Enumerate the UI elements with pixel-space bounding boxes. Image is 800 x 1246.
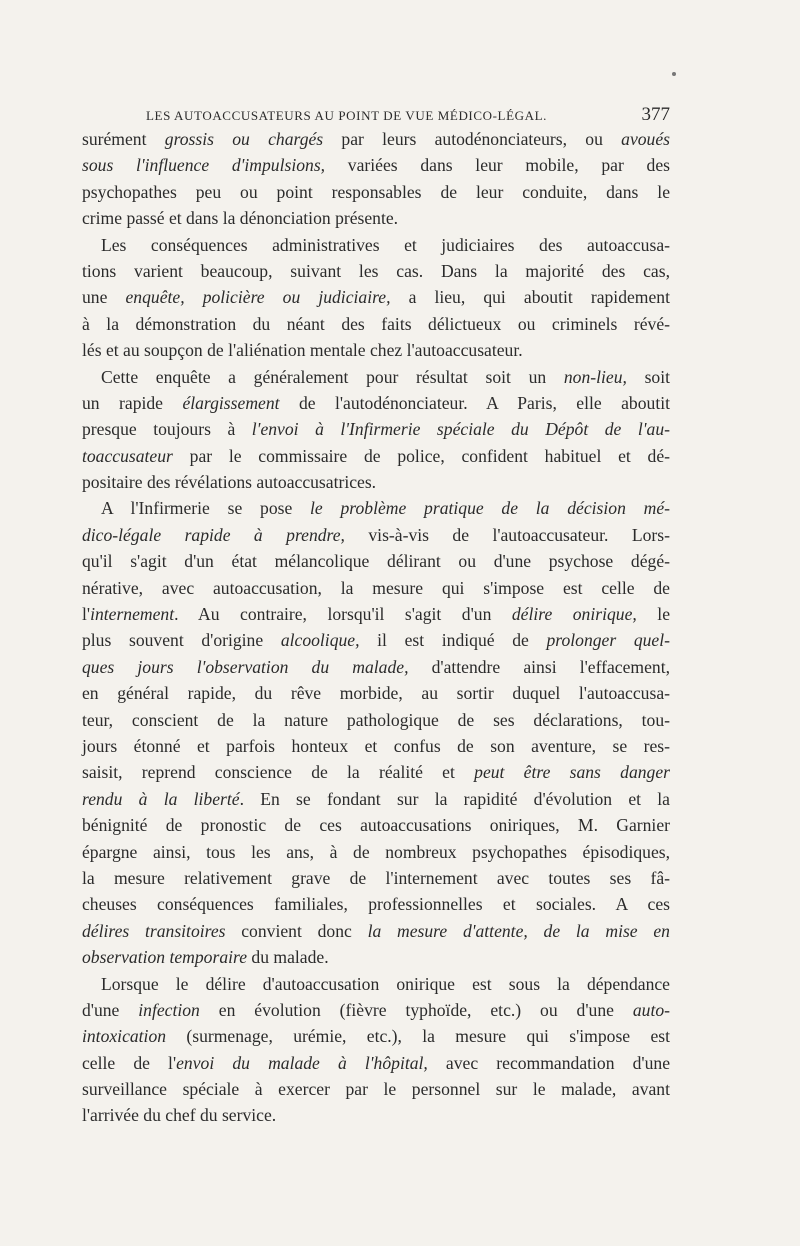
text-run: celle de l' (82, 1052, 177, 1073)
text-run: en général rapide, du rêve morbide, au sortir duquel l'autoaccusa- (82, 683, 670, 704)
text-run: jours étonné et parfois honteux et confus de son aventure, se res- (82, 735, 670, 756)
italic-phrase: la mesure d'attente, de la mise en (367, 920, 670, 941)
italic-phrase: grossis ou chargés (164, 129, 324, 149)
text-line (82, 522, 670, 548)
italic-phrase: observation temporaire (82, 947, 248, 968)
text-line (82, 944, 670, 970)
text-line (82, 733, 670, 759)
text-line (82, 812, 670, 838)
text-run: psychopathes peu ou point responsables de leur conduite, dans le (82, 181, 670, 202)
text-run: a lieu, qui aboutit rapidement (390, 287, 670, 308)
text-run: (surmenage, urémie, etc.), la mesure qui s'impose est (166, 1026, 670, 1047)
text-line (82, 839, 670, 865)
text-line (82, 205, 670, 231)
text-run: la mesure relativement grave de l'internement avec toutes ses fâ- (82, 867, 670, 888)
text-line (82, 1102, 670, 1128)
text-line (82, 284, 670, 310)
text-run: l'arrivée du chef du service. (82, 1105, 277, 1126)
text-line (82, 707, 670, 733)
text-line (82, 601, 670, 627)
text-line (82, 232, 670, 258)
text-run: le (636, 604, 670, 625)
text-run: il est indiqué de (359, 630, 547, 651)
text-line (82, 548, 670, 574)
italic-phrase: infection (138, 999, 200, 1020)
text-run: vis-à-vis de l'autoaccusateur. Lors- (344, 524, 670, 545)
italic-phrase: peut être sans danger (474, 762, 670, 783)
text-line (82, 1050, 670, 1076)
italic-phrase: délire onirique, (511, 604, 637, 625)
italic-phrase: prolonger quel- (546, 630, 670, 651)
italic-phrase: internement (90, 604, 175, 625)
text-line (82, 997, 670, 1023)
text-run: à la démonstration du néant des faits délictueux ou criminels révé- (82, 313, 670, 334)
text-run: saisit, reprend conscience de la réalité et (82, 762, 475, 783)
text-run: en évolution (fièvre typhoïde, etc.) ou d'une (199, 999, 633, 1020)
running-header (146, 104, 670, 126)
italic-phrase: enquête, policière ou judiciaire, (125, 287, 391, 308)
text-line (82, 443, 670, 469)
italic-phrase: délires transitoires (82, 920, 226, 941)
text-line (82, 654, 670, 680)
text-run: A l'Infirmerie se pose (101, 498, 311, 519)
text-line (82, 495, 670, 521)
italic-phrase: dico-légale rapide à prendre, (82, 524, 345, 545)
italic-phrase: envoi du malade à l'hôpital, (176, 1052, 428, 1073)
italic-phrase: intoxication (82, 1026, 167, 1047)
text-run: une (82, 287, 126, 308)
italic-phrase: le problème pratique de la décision mé- (310, 498, 670, 519)
text-run: cheuses conséquences familiales, professionnelles et sociales. A ces (82, 894, 670, 915)
text-run: crime passé et dans la dénonciation présente. (82, 208, 399, 229)
text-line (82, 179, 670, 205)
italic-phrase: élargissement (182, 392, 280, 413)
text-run: . Au contraire, lorsqu'il s'agit d'un (174, 604, 512, 625)
text-line (82, 1023, 670, 1049)
text-run: lés et au soupçon de l'aliénation mentale chez l'autoaccusateur. (82, 340, 523, 361)
body-text (82, 126, 670, 1129)
text-line (82, 865, 670, 891)
text-run: par le commissaire de police, confident habituel et dé- (172, 445, 670, 466)
text-run: positaire des révélations autoaccusatrices. (82, 472, 377, 493)
page-number: 377 (641, 104, 670, 125)
italic-phrase: ques jours l'observation du malade, (82, 656, 409, 677)
text-run: d'attendre ainsi l'effacement, (408, 656, 670, 677)
text-run: bénignité de pronostic de ces autoaccusations oniriques, M. Garnier (82, 815, 670, 836)
italic-phrase: rendu à la liberté (82, 788, 240, 809)
text-line (82, 311, 670, 337)
italic-phrase: sous l'influence d'impulsions, (82, 155, 326, 176)
text-line (82, 364, 670, 390)
italic-phrase: l'envoi à l'Infirmerie spéciale du Dépôt de l'au- (251, 419, 670, 440)
text-line (82, 1076, 670, 1102)
text-run: de l'autodénonciateur. A Paris, elle aboutit (279, 392, 670, 413)
text-line (82, 971, 670, 997)
text-run: qu'il s'agit d'un état mélancolique délirant ou d'une psychose dégé- (82, 551, 670, 572)
running-title: LES AUTOACCUSATEURS AU POINT DE VUE MÉDICO-LÉGAL. (146, 108, 547, 123)
text-run: nérative, avec autoaccusation, la mesure qui s'impose est celle de (82, 577, 670, 598)
text-run: d'une (82, 999, 139, 1020)
text-run: l' (82, 604, 91, 625)
text-line (82, 759, 670, 785)
text-line (82, 337, 670, 363)
italic-phrase: avoués (621, 129, 670, 149)
italic-phrase: alcoolique, (280, 630, 360, 651)
text-run: avec recommandation d'une (427, 1052, 671, 1073)
italic-phrase: toaccusateur (82, 445, 173, 466)
ink-speck (672, 72, 676, 76)
text-run: . En se fondant sur la rapidité d'évolution et la (239, 788, 670, 809)
text-line (82, 627, 670, 653)
text-run: Les conséquences administratives et judiciaires des autoaccusa- (101, 234, 670, 255)
text-run: par leurs autodénonciateurs, ou (323, 129, 622, 149)
text-line (82, 918, 670, 944)
text-run: un rapide (82, 392, 183, 413)
text-run: presque toujours à (82, 419, 252, 440)
text-line (82, 258, 670, 284)
text-run: teur, conscient de la nature pathologique de ses déclarations, tou- (82, 709, 670, 730)
italic-phrase: non-lieu, (563, 366, 627, 387)
text-line (82, 575, 670, 601)
text-line (82, 390, 670, 416)
text-run: épargne ainsi, tous les ans, à de nombreux psychopathes épisodiques, (82, 841, 670, 862)
text-run: soit (626, 366, 670, 387)
text-run: variées dans leur mobile, par des (325, 155, 670, 176)
text-line (82, 469, 670, 495)
text-run: surément (82, 129, 165, 149)
text-run: surveillance spéciale à exercer par le personnel sur le malade, avant (82, 1079, 670, 1100)
text-run: du malade. (247, 947, 329, 968)
text-run: Lorsque le délire d'autoaccusation onirique est sous la dépendance (101, 973, 670, 994)
text-line (82, 416, 670, 442)
italic-phrase: auto- (632, 999, 670, 1020)
text-run: Cette enquête a généralement pour résultat soit un (101, 366, 564, 387)
text-line (82, 152, 670, 178)
text-line (82, 786, 670, 812)
text-line (82, 126, 670, 152)
text-run: convient donc (225, 920, 368, 941)
text-line (82, 680, 670, 706)
text-run: plus souvent d'origine (82, 630, 281, 651)
text-run: tions varient beaucoup, suivant les cas. Dans la majorité des cas, (82, 260, 670, 281)
text-line (82, 891, 670, 917)
